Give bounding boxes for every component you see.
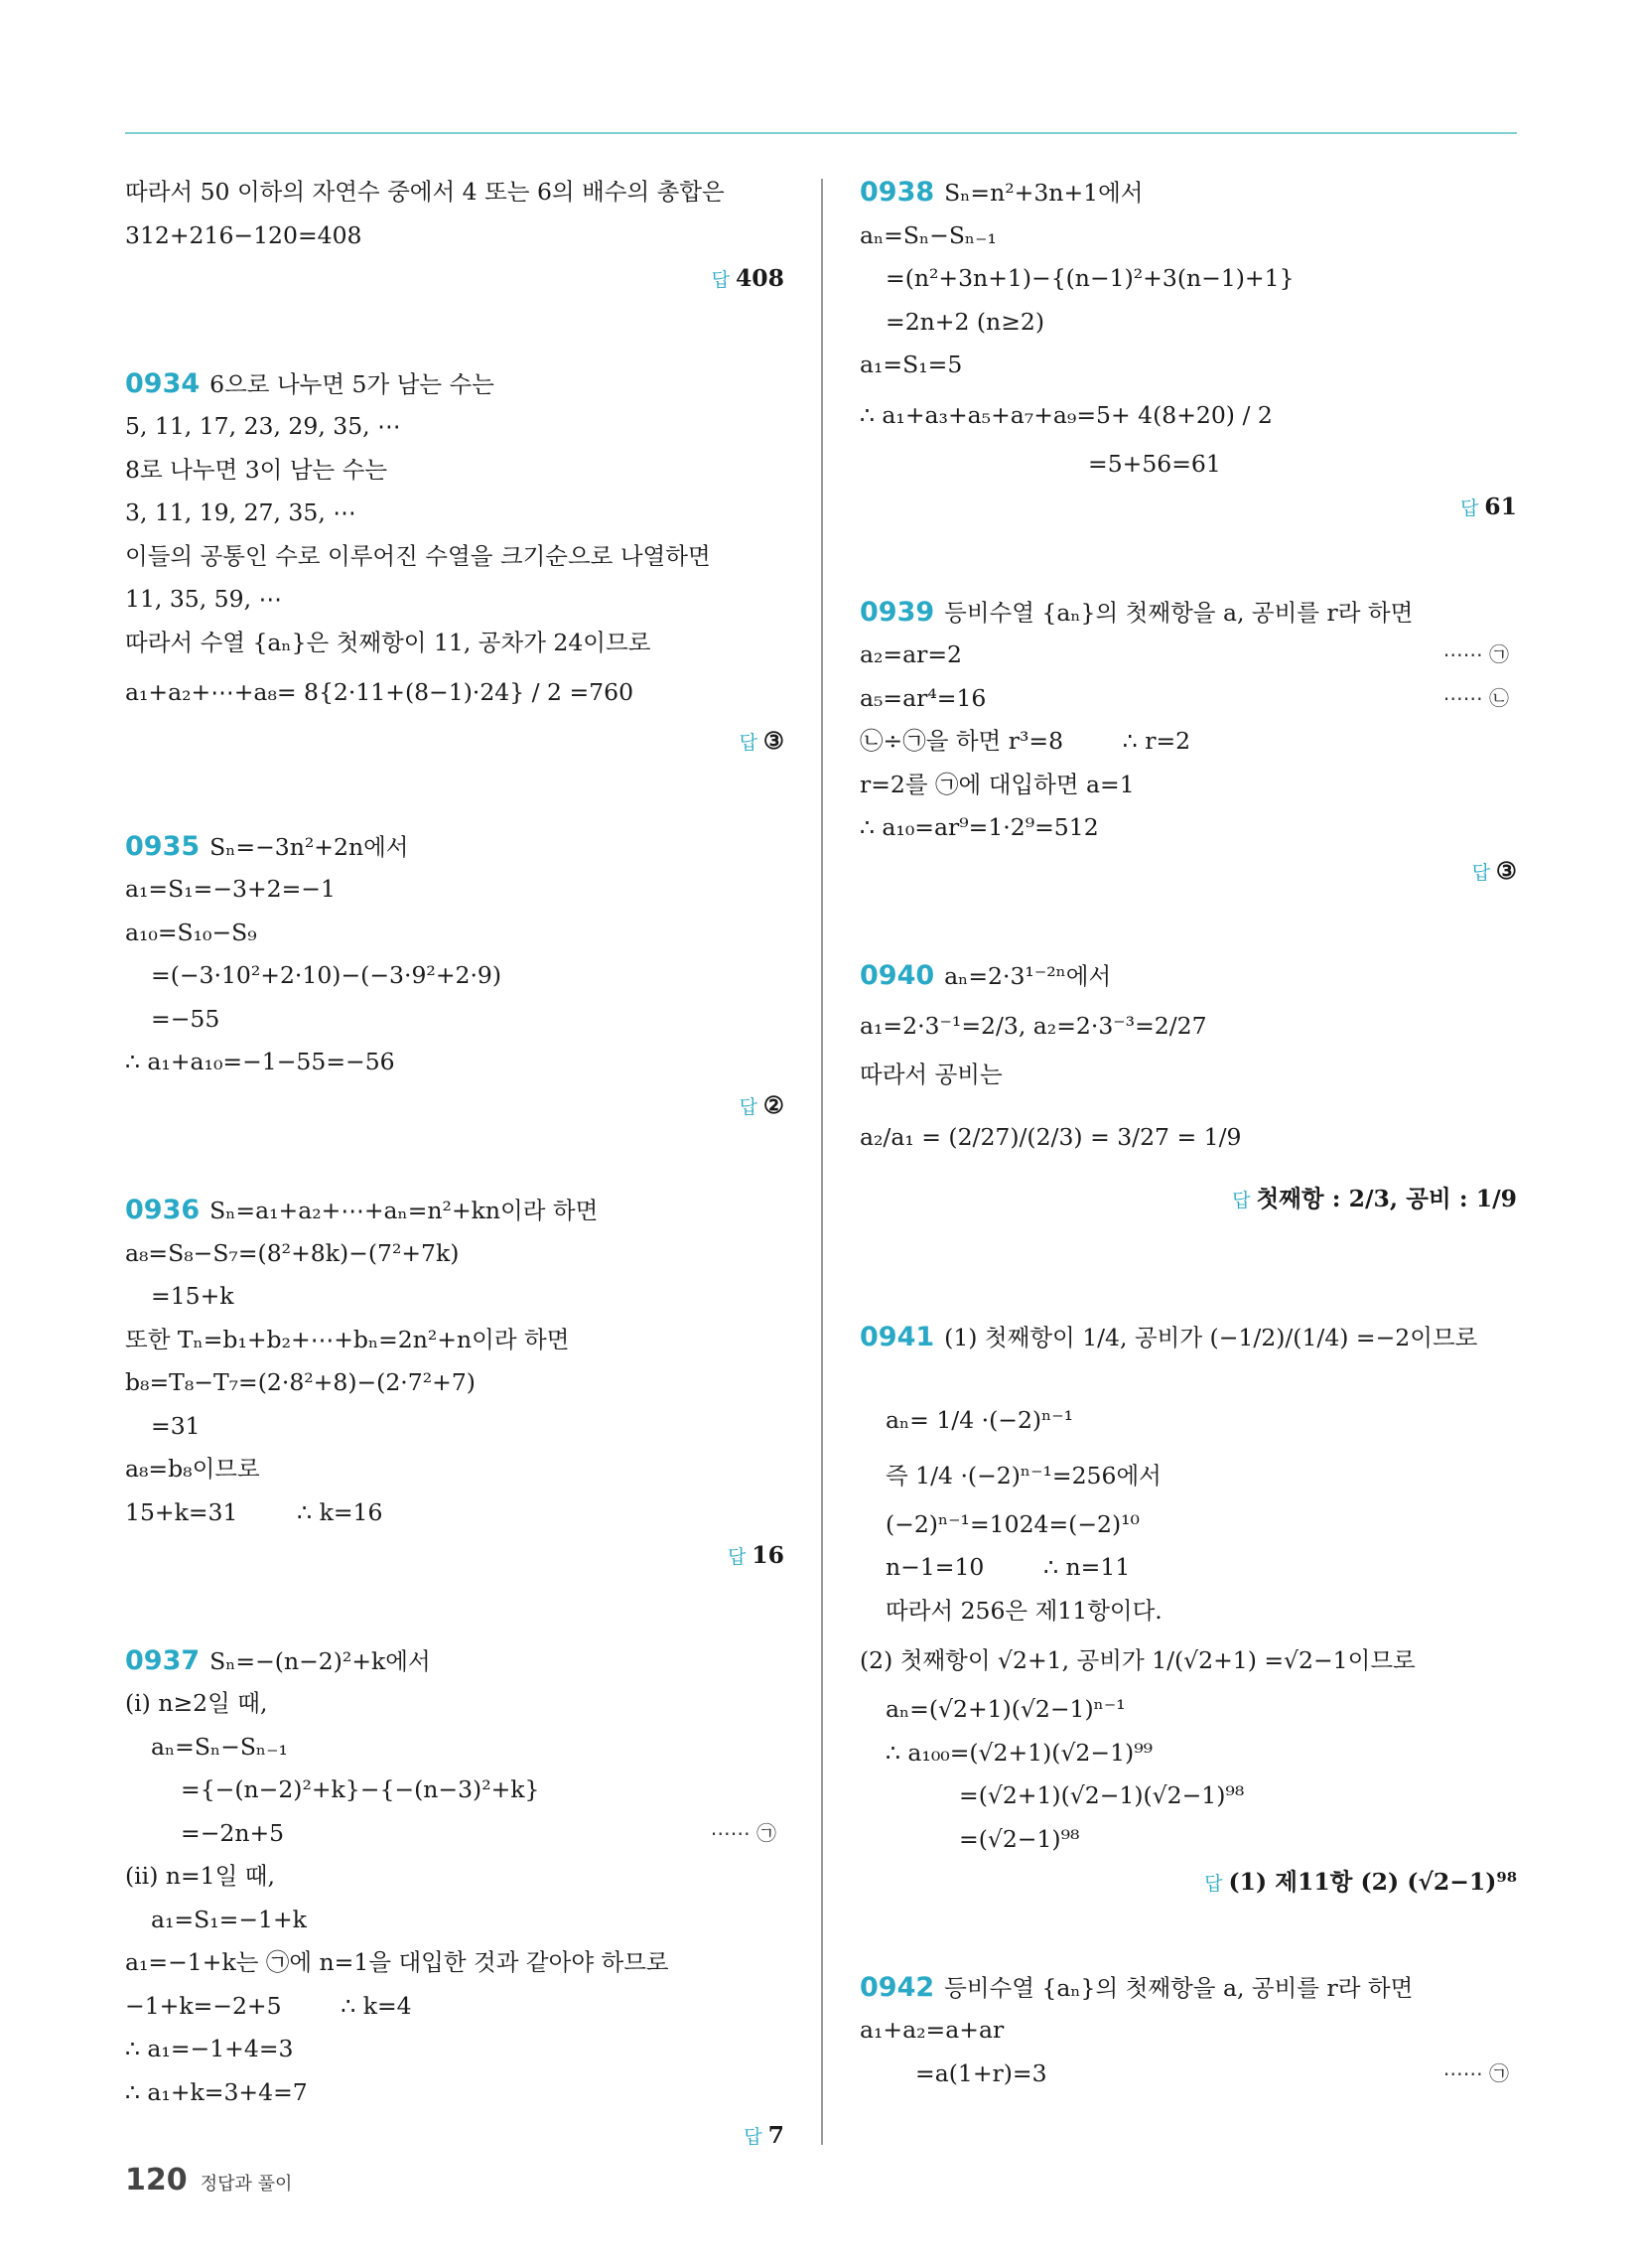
line-text: (ⅰ) n≥2일 때, xyxy=(125,1689,268,1717)
line-text: a₁=S₁=−3+2=−1 xyxy=(125,875,336,903)
solution-line xyxy=(860,1503,1517,1547)
line-text: a₁=S₁=−1+k xyxy=(151,1905,307,1933)
section-gap xyxy=(860,893,1517,954)
answer-mark: 답 xyxy=(1471,861,1490,884)
solution-line xyxy=(125,998,784,1042)
line-text: 즉 1/4 ·(−2)ⁿ⁻¹=256에서 xyxy=(886,1461,1162,1489)
equation-tag: ⋯⋯ ㉠ xyxy=(710,1820,776,1845)
section-gap xyxy=(860,1221,1517,1283)
solution-line xyxy=(860,1054,1517,1097)
answer-value: ③ xyxy=(762,727,784,755)
line-text: ∴ a₁+k=3+4=7 xyxy=(125,2077,308,2106)
line-text: r=2를 ㉠에 대입하면 a=1 xyxy=(860,770,1135,798)
answer-line xyxy=(125,257,784,301)
line-text: a₅=ar⁴=16 xyxy=(860,683,987,712)
answer-mark: 답 xyxy=(1232,1190,1251,1211)
answer-value: 첫째항 : 2/3, 공비 : 1/9 xyxy=(1256,1185,1517,1212)
section-gap xyxy=(125,301,784,362)
solution-line xyxy=(125,622,784,665)
solution-line xyxy=(125,1232,784,1276)
solution-line xyxy=(125,1682,784,1726)
section-gap xyxy=(125,1127,784,1189)
line-text: (−2)ⁿ⁻¹=1024=(−2)¹⁰ xyxy=(886,1509,1140,1538)
line-text: (1) 첫째항이 1/4, 공비가 (−1/2)/(1/4) =−2이므로 xyxy=(944,1323,1478,1351)
line-text: a₈=S₈−S₇=(8²+8k)−(7²+7k) xyxy=(125,1238,460,1267)
solution-line xyxy=(125,1361,784,1405)
line-text: 6으로 나누면 5가 남는 수는 xyxy=(209,369,494,398)
answer-value: 7 xyxy=(767,2121,784,2149)
section-gap xyxy=(125,764,784,825)
line-text: aₙ=Sₙ−Sₙ₋₁ xyxy=(860,220,997,249)
answer-line xyxy=(860,1861,1517,1905)
solution-line xyxy=(125,664,784,720)
solution-line xyxy=(125,1769,784,1812)
solution-line xyxy=(860,1632,1517,1688)
line-text: 3, 11, 19, 27, 35, ⋯ xyxy=(125,498,356,526)
problem-number: 0941 xyxy=(860,1321,935,1352)
line-text: a₁+a₂+⋯+a₈= 8{2·11+(8−1)·24} / 2 =760 xyxy=(125,678,634,706)
line-text: Sₙ=n²+3n+1에서 xyxy=(944,179,1144,207)
solution-line xyxy=(125,1985,784,2029)
line-text: ∴ a₁+a₃+a₅+a₇+a₉=5+ 4(8+20) / 2 xyxy=(860,400,1273,429)
line-text: a₁=−1+k는 ㉠에 n=1을 대입한 것과 같아야 하므로 xyxy=(125,1948,669,1976)
answer-mark: 답 xyxy=(1459,497,1479,519)
equation-tag: ⋯⋯ ㉠ xyxy=(1442,2060,1509,2085)
line-text: 따라서 256은 제11항이다. xyxy=(886,1596,1163,1625)
equation-tag: ⋯⋯ ㉡ xyxy=(1442,685,1509,710)
line-text: 8로 나누면 3이 남는 수는 xyxy=(125,455,388,484)
solution-line xyxy=(125,954,784,998)
solution-line xyxy=(860,387,1517,443)
line-text: aₙ=2·3¹⁻²ⁿ에서 xyxy=(944,962,1112,990)
solution-line xyxy=(860,1732,1517,1775)
line-text: (ⅱ) n=1일 때, xyxy=(125,1862,275,1890)
answer-value: (1) 제11항 (2) (√2−1)⁹⁸ xyxy=(1228,1868,1517,1896)
solution-line xyxy=(125,912,784,955)
line-text: aₙ=(√2+1)(√2−1)ⁿ⁻¹ xyxy=(886,1695,1126,1723)
solution-line xyxy=(860,301,1517,345)
line-text: 따라서 공비는 xyxy=(860,1060,1003,1088)
line-text: 312+216−120=408 xyxy=(125,220,362,249)
problem-number: 0939 xyxy=(860,596,935,628)
problem-number: 0935 xyxy=(125,830,201,862)
problem-header xyxy=(125,362,784,406)
section-gap xyxy=(125,1578,784,1639)
solution-line xyxy=(125,214,784,258)
solution-line xyxy=(860,1392,1517,1448)
solution-line xyxy=(125,1275,784,1319)
solution-line xyxy=(860,344,1517,387)
line-text: aₙ= 1/4 ·(−2)ⁿ⁻¹ xyxy=(886,1405,1074,1434)
solution-line xyxy=(860,2053,1517,2096)
answer-line xyxy=(125,2114,784,2158)
line-text: 등비수열 {aₙ}의 첫째항을 a, 공비를 r라 하면 xyxy=(944,598,1414,627)
problem-header xyxy=(860,171,1517,214)
answer-line xyxy=(125,720,784,764)
answer-mark: 답 xyxy=(1204,1873,1223,1895)
problem-header xyxy=(860,1966,1517,2010)
answer-line xyxy=(860,486,1517,529)
line-text: 또한 Tₙ=b₁+b₂+⋯+bₙ=2n²+n이라 하면 xyxy=(125,1325,570,1353)
answer-value: 408 xyxy=(735,264,784,292)
line-text: =31 xyxy=(151,1411,201,1440)
solution-line xyxy=(125,1812,784,1856)
line-text: =−2n+5 xyxy=(181,1818,285,1847)
answer-line xyxy=(125,1534,784,1578)
solution-line xyxy=(125,1941,784,1985)
line-text: Sₙ=a₁+a₂+⋯+aₙ=n²+kn이라 하면 xyxy=(209,1197,599,1224)
solution-line xyxy=(860,764,1517,807)
problem-number: 0936 xyxy=(125,1195,201,1225)
problem-header xyxy=(125,825,784,869)
solution-line xyxy=(125,1041,784,1084)
line-text: =a(1+r)=3 xyxy=(915,2058,1047,2087)
solution-line xyxy=(125,2071,784,2115)
line-text: 등비수열 {aₙ}의 첫째항을 a, 공비를 r라 하면 xyxy=(944,1973,1414,2002)
line-text: a₂/a₁ = (2/27)/(2/3) = 3/27 = 1/9 xyxy=(860,1123,1242,1151)
line-text: 5, 11, 17, 23, 29, 35, ⋯ xyxy=(125,412,401,440)
line-text: a₁₀=S₁₀−S₉ xyxy=(125,918,257,946)
solution-line xyxy=(125,2028,784,2071)
line-text: −1+k=−2+5 ∴ k=4 xyxy=(125,1991,412,2020)
solution-line xyxy=(860,720,1517,764)
page-footer xyxy=(125,2163,292,2197)
line-text: =15+k xyxy=(151,1282,234,1310)
problem-header xyxy=(125,1639,784,1683)
answer-value: ② xyxy=(762,1090,784,1119)
answer-value: 16 xyxy=(752,1541,784,1569)
line-text: 이들의 공통인 수로 이루어진 수열을 크기순으로 나열하면 xyxy=(125,541,711,570)
line-text: b₈=T₈−T₇=(2·8²+8)−(2·7²+7) xyxy=(125,1368,476,1396)
section-gap xyxy=(860,529,1517,591)
solution-line xyxy=(125,171,784,214)
line-text: ㉡÷㉠을 하면 r³=8 ∴ r=2 xyxy=(860,727,1191,755)
line-text: ∴ a₁+a₁₀=−1−55=−56 xyxy=(125,1048,395,1075)
solution-line xyxy=(125,492,784,535)
header-rule xyxy=(125,132,1517,134)
solution-line xyxy=(860,1590,1517,1633)
left-column xyxy=(125,171,784,2158)
line-text: 따라서 50 이하의 자연수 중에서 4 또는 6의 배수의 총합은 xyxy=(125,178,725,206)
answer-value: 61 xyxy=(1484,493,1517,520)
problem-number: 0940 xyxy=(860,960,935,991)
answer-mark: 답 xyxy=(711,269,730,291)
solution-line xyxy=(125,1319,784,1362)
line-text: Sₙ=−3n²+2n에서 xyxy=(209,832,409,861)
solution-line xyxy=(125,1448,784,1491)
equation-tag: ⋯⋯ ㉠ xyxy=(1442,642,1509,666)
solution-line xyxy=(860,1546,1517,1590)
problem-header xyxy=(860,954,1517,998)
solution-line xyxy=(125,1726,784,1770)
answer-mark: 답 xyxy=(739,732,757,754)
solution-line xyxy=(860,1096,1517,1178)
solution-line xyxy=(860,1774,1517,1818)
solution-line xyxy=(125,405,784,449)
answer-value: ③ xyxy=(1495,856,1517,885)
column-divider xyxy=(821,179,823,2145)
solution-line xyxy=(125,578,784,622)
problem-header xyxy=(125,1189,784,1232)
line-text: a₂=ar=2 xyxy=(860,640,963,668)
line-text: =(√2+1)(√2−1)(√2−1)⁹⁸ xyxy=(959,1781,1245,1809)
line-text: aₙ=Sₙ−Sₙ₋₁ xyxy=(151,1732,288,1761)
line-text: =(−3·10²+2·10)−(−3·9²+2·9) xyxy=(151,961,502,989)
solution-line xyxy=(860,1448,1517,1503)
line-text: 15+k=31 ∴ k=16 xyxy=(125,1497,383,1526)
solution-line xyxy=(125,1405,784,1449)
problem-number: 0942 xyxy=(860,1971,935,2003)
footer-title: 정답과 풀이 xyxy=(200,2174,293,2195)
line-text: ∴ a₁₀=ar⁹=1·2⁹=512 xyxy=(860,813,1099,841)
line-text: 따라서 수열 {aₙ}은 첫째항이 11, 공차가 24이므로 xyxy=(125,628,651,656)
line-text: ={−(n−2)²+k}−{−(n−3)²+k} xyxy=(181,1775,540,1803)
line-text: Sₙ=−(n−2)²+k에서 xyxy=(209,1646,431,1675)
solution-line xyxy=(125,535,784,579)
solution-line xyxy=(860,214,1517,258)
line-text: 11, 35, 59, ⋯ xyxy=(125,585,283,613)
solution-line xyxy=(125,1899,784,1942)
problem-header xyxy=(860,591,1517,635)
answer-mark: 답 xyxy=(744,2126,762,2148)
line-text: =(n²+3n+1)−{(n−1)²+3(n−1)+1} xyxy=(886,264,1295,292)
answer-line xyxy=(125,1084,784,1128)
problem-number: 0938 xyxy=(860,177,935,208)
solution-line xyxy=(125,1491,784,1535)
line-text: =(√2−1)⁹⁸ xyxy=(959,1824,1080,1853)
problem-header xyxy=(860,1283,1517,1392)
solution-line xyxy=(125,449,784,493)
section-gap xyxy=(860,1905,1517,1966)
right-column xyxy=(860,171,1517,2095)
line-text: =−55 xyxy=(151,1004,220,1033)
answer-mark: 답 xyxy=(727,1546,747,1568)
line-text: =2n+2 (n≥2) xyxy=(886,307,1045,336)
solution-line xyxy=(860,677,1517,721)
line-text: a₁+a₂=a+ar xyxy=(860,2016,1005,2044)
solution-line xyxy=(860,443,1517,487)
problem-number: 0934 xyxy=(125,367,201,399)
solution-line xyxy=(860,998,1517,1054)
solution-line xyxy=(860,806,1517,850)
solution-line xyxy=(860,634,1517,677)
answer-line xyxy=(860,1178,1517,1221)
answer-mark: 답 xyxy=(739,1095,757,1118)
problem-number: 0937 xyxy=(125,1644,201,1676)
solution-line xyxy=(860,257,1517,301)
line-text: =5+56=61 xyxy=(1088,449,1221,478)
solution-line xyxy=(860,2009,1517,2053)
line-text: n−1=10 ∴ n=11 xyxy=(886,1553,1131,1581)
line-text: ∴ a₁=−1+4=3 xyxy=(125,2035,294,2062)
solution-line xyxy=(125,1855,784,1899)
line-text: ∴ a₁₀₀=(√2+1)(√2−1)⁹⁹ xyxy=(886,1738,1154,1767)
solution-line xyxy=(125,868,784,912)
line-text: a₁=S₁=5 xyxy=(860,351,963,378)
line-text: (2) 첫째항이 √2+1, 공비가 1/(√2+1) =√2−1이므로 xyxy=(860,1646,1416,1674)
page-number: 120 xyxy=(125,2163,188,2197)
solution-line xyxy=(860,1688,1517,1732)
line-text: a₁=2·3⁻¹=2/3, a₂=2·3⁻³=2/27 xyxy=(860,1011,1207,1040)
line-text: a₈=b₈이므로 xyxy=(125,1455,260,1483)
solution-line xyxy=(860,1818,1517,1862)
answer-line xyxy=(860,850,1517,894)
